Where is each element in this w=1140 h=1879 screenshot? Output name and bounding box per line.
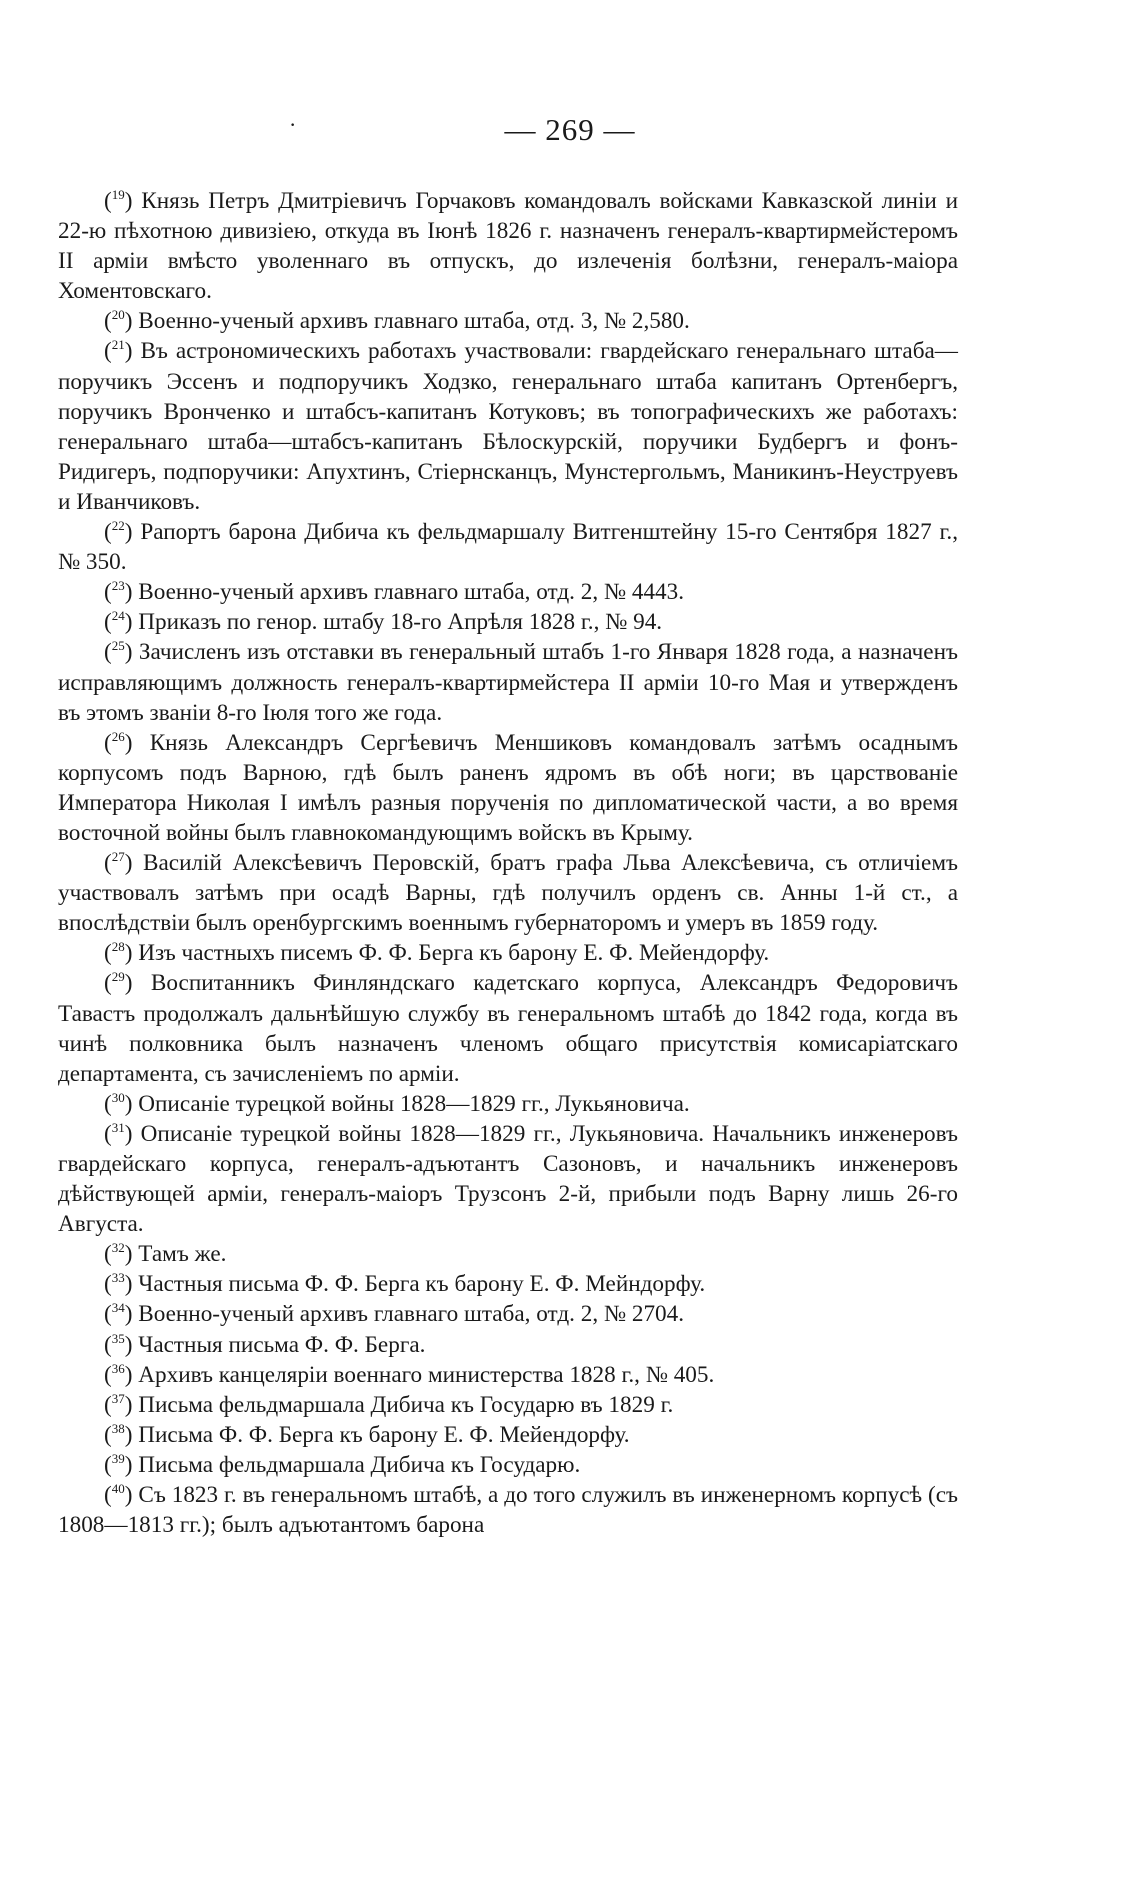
footnote (58, 637, 958, 727)
footnote-text: Частныя письма Ф. Ф. Берга къ барону Е. Ф. Мейндорфу. (138, 1271, 706, 1298)
footnote-number: ($^{40}$) (104, 1481, 133, 1509)
footnote (58, 1299, 958, 1329)
footnote-number: ($^{27}$) (104, 849, 133, 877)
footnote-number: ($^{37}$) (104, 1390, 133, 1418)
footnote (58, 336, 958, 517)
footnote-number: ($^{29}$) (104, 969, 133, 997)
footnote-number: ($^{26}$) (104, 728, 133, 756)
footnote-text: Описаніе турецкой войны 1828—1829 гг., Лукьяновича. Начальникъ инженеровъ гвардейскаго корпуса, генералъ-адъютантъ Сазоновъ, и начальникъ инженеровъ дѣйствующей арміи, генералъ-маіоръ Трузсонъ 2-й, прибыли подъ Варну лишь 26-го Августа. (58, 1120, 959, 1238)
footnote (58, 728, 958, 848)
footnote-text: Архивъ канцеляріи военнаго министерства 1828 г., № 405. (138, 1361, 715, 1388)
footnote (58, 1269, 958, 1299)
footnote-text: Приказъ по генор. штабу 18-го Апрѣля 1828 г., № 94. (138, 609, 663, 636)
footnote (58, 1330, 958, 1360)
footnotes (58, 186, 958, 1540)
footnote-number: ($^{35}$) (104, 1330, 133, 1358)
footnote-number: ($^{30}$) (104, 1089, 133, 1117)
footnote-text: Воспитанникъ Финляндскаго кадетскаго корпуса, Александръ Федоровичъ Тавастъ продолжалъ дальнѣйшую службу въ генеральномъ штабѣ до 1842 года, когда въ чинѣ полковника былъ назначенъ членомъ общаго присутствія комисаріатскаго департамента, съ зачисленіемъ по арміи. (58, 970, 958, 1087)
footnote (58, 186, 958, 306)
footnote (58, 1360, 958, 1390)
footnote-number: ($^{23}$) (104, 578, 133, 606)
footnote (58, 1480, 958, 1540)
footnote-number: ($^{22}$) (104, 518, 133, 546)
footnote-text: Князь Александръ Сергѣевичъ Меншиковъ командовалъ затѣмъ осаднымъ корпусомъ подъ Варною, гдѣ былъ раненъ ядромъ въ обѣ ноги; въ царствованіе Императора Николая I имѣлъ разныя порученія по дипломатической части, а во время восточной войны былъ главнокомандующимъ войскъ въ Крыму. (58, 729, 959, 846)
footnote-text: Зачисленъ изъ отставки въ генеральный штабъ 1-го Января 1828 года, а назначенъ исправляющимъ должность генералъ-квартирмейстера II арміи 10-го Мая и утвержденъ въ этомъ званіи 8-го Іюля того же года. (58, 639, 958, 726)
footnote-text: Частныя письма Ф. Ф. Берга. (138, 1331, 426, 1358)
footnote-number: ($^{36}$) (104, 1360, 133, 1388)
footnote-text: Изъ частныхъ писемъ Ф. Ф. Берга къ барону Е. Ф. Мейендорфу. (138, 940, 770, 967)
footnote-number: ($^{39}$) (104, 1450, 133, 1478)
footnote (58, 1390, 958, 1420)
footnote-number: ($^{20}$) (104, 307, 133, 335)
footnote-text: Письма Ф. Ф. Берга къ барону Е. Ф. Мейендорфу. (138, 1421, 630, 1448)
footnote-text: Въ астрономическихъ работахъ участвовали: гвардейскаго генеральнаго штаба—поручикъ Эссенъ и подпоручикъ Ходзко, генеральнаго штаба капитанъ Ортенбергъ, поручикъ Вронченко и штабсъ-капитанъ Котуковъ; въ топографическихъ же работахъ: генеральнаго штаба—штабсъ-капитанъ Бѣлоскурскій, поручики Будбергъ и фонъ-Ридигеръ, подпоручики: Апухтинъ, Стіернсканцъ, Мунстергольмъ, Маникинъ-Неуструевъ и Иванчиковъ. (58, 338, 958, 515)
footnote (58, 938, 958, 968)
footnote-number: ($^{31}$) (104, 1119, 133, 1147)
footnote-number: ($^{32}$) (104, 1240, 133, 1268)
footnote (58, 1450, 958, 1480)
footnote-number: ($^{24}$) (104, 608, 133, 636)
footnote (58, 1239, 958, 1269)
footnote (58, 517, 958, 577)
footnote (58, 1089, 958, 1119)
footnote-number: ($^{38}$) (104, 1420, 133, 1448)
footnote-number: ($^{34}$) (104, 1300, 133, 1328)
footnote-text: Василій Алексѣевичъ Перовскій, братъ графа Льва Алексѣевича, съ отличіемъ участвовалъ затѣмъ при осадѣ Варны, гдѣ получилъ орденъ св. Анны 1-й ст., а впослѣдствіи былъ оренбургскимъ военнымъ губернаторомъ и умеръ въ 1859 году. (58, 850, 958, 937)
footnote (58, 848, 958, 938)
footnote-text: Съ 1823 г. въ генеральномъ штабѣ, а до того служилъ въ инженерномъ корпусѣ (съ 1808—1813 гг.); былъ адъютантомъ барона (58, 1482, 958, 1539)
footnote-number: ($^{33}$) (104, 1270, 133, 1298)
stray-mark: · (289, 112, 297, 137)
footnote-text: Князь Петръ Дмитріевичъ Горчаковъ командовалъ войсками Кавказской линіи и 22-ю пѣхотною дивизіею, откуда въ Іюнѣ 1826 г. назначенъ генералъ-квартирмейстеромъ II арміи вмѣсто уволеннаго въ отпускъ, до излеченія болѣзни, генералъ-маіора Хоментовскаго. (58, 188, 958, 305)
footnote-text: Рапортъ барона Дибича къ фельдмаршалу Витгенштейну 15-го Сентября 1827 г., № 350. (58, 519, 958, 576)
footnote (58, 607, 958, 637)
footnote-number: ($^{25}$) (104, 638, 133, 666)
footnote (58, 306, 958, 336)
footnote-text: Военно-ученый архивъ главнаго штаба, отд. 2, № 4443. (138, 579, 685, 606)
footnote-number: ($^{28}$) (104, 939, 133, 967)
footnote-text: Письма фельдмаршала Дибича къ Государю. (138, 1451, 581, 1478)
footnote-text: Письма фельдмаршала Дибича къ Государю въ 1829 г. (138, 1391, 674, 1418)
footnote (58, 577, 958, 607)
footnote-number: ($^{19}$) (104, 187, 133, 214)
page-number: — 269 — (504, 112, 636, 147)
footnote-text: Тамъ же. (138, 1241, 227, 1268)
footnote-text: Военно-ученый архивъ главнаго штаба, отд. 2, № 2704. (138, 1301, 685, 1328)
footnote (58, 1420, 958, 1450)
footnote (58, 1119, 958, 1239)
footnote (58, 968, 958, 1088)
footnote-number: ($^{21}$) (104, 337, 133, 365)
footnote-text: Описаніе турецкой войны 1828—1829 гг., Лукьяновича. (138, 1090, 690, 1117)
footnote-text: Военно-ученый архивъ главнаго штаба, отд. 3, № 2,580. (138, 308, 690, 335)
